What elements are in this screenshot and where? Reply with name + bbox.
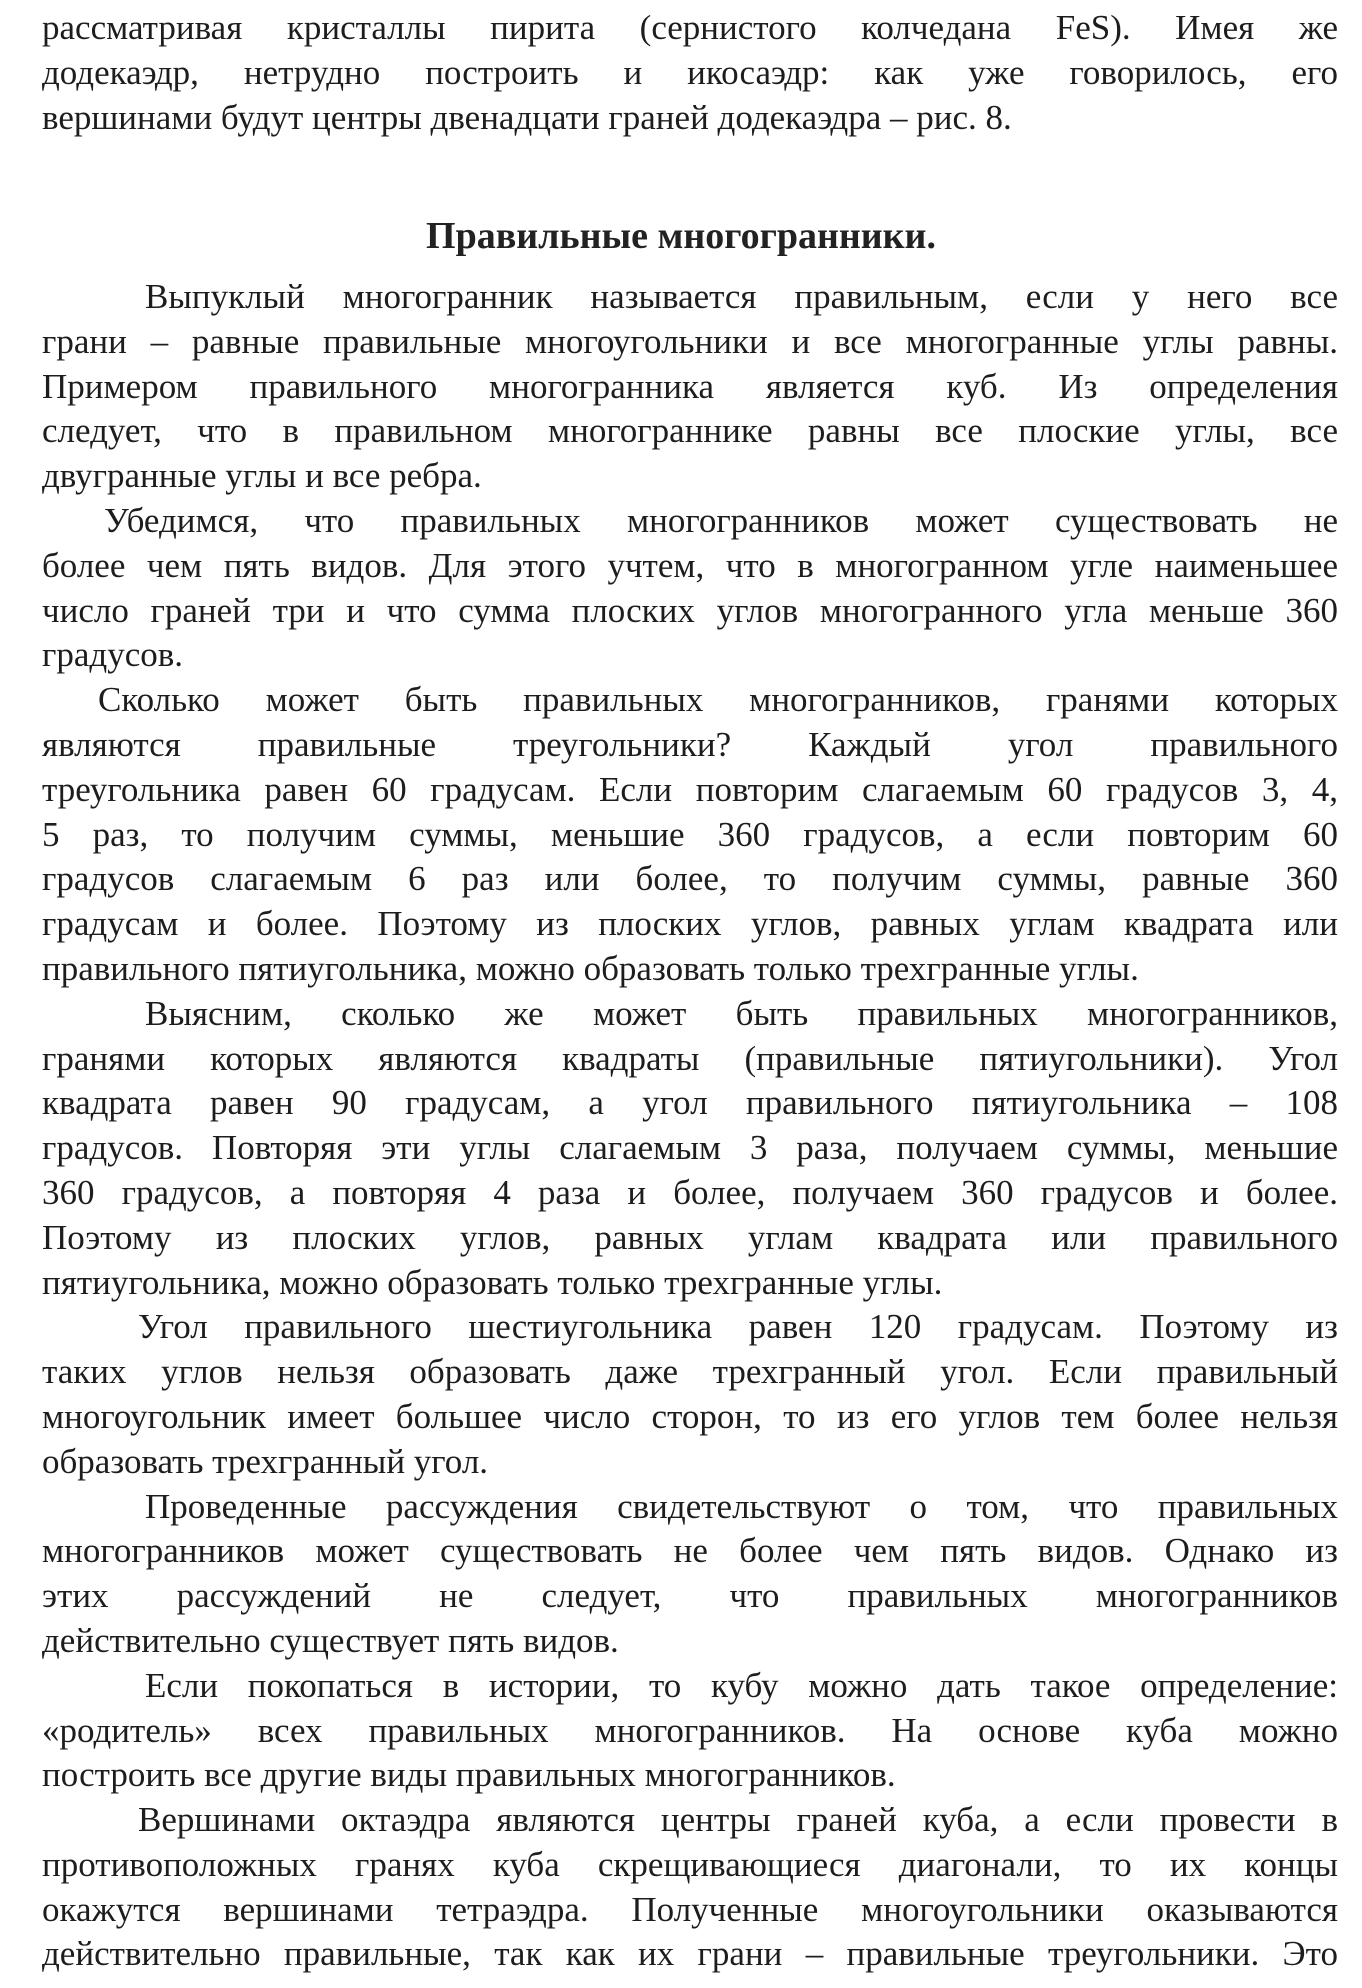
text-line: правильного пятиугольника, можно образовать только трехгранные углы. bbox=[42, 948, 1139, 988]
text-line: являются правильные треугольники? Каждый угол правильного bbox=[42, 724, 1338, 764]
text-line: градусов. bbox=[42, 635, 184, 675]
text-line: Убедимся, что правильных многогранников может существовать не bbox=[104, 500, 1338, 540]
paragraph bbox=[42, 1485, 1338, 1664]
text-line: 5 раз, то получим суммы, меньшие 360 градусов, а если повторим 60 bbox=[42, 814, 1338, 854]
text-line: окажутся вершинами тетраэдра. Полученные многоугольники оказываются bbox=[42, 1889, 1338, 1929]
text-line: грани – равные правильные многоугольники и все многогранные углы равны. bbox=[42, 321, 1338, 361]
continued-paragraph bbox=[42, 6, 1338, 140]
text-line: многогранников может существовать не более чем пять видов. Однако из bbox=[42, 1531, 1338, 1571]
paragraph bbox=[42, 275, 1338, 499]
text-line: градусов слагаемым 6 раз или более, то получим суммы, равные 360 bbox=[42, 859, 1338, 899]
text-line: образовать трехгранный угол. bbox=[42, 1441, 489, 1481]
text-line: 360 градусов, а повторяя 4 раза и более, получаем 360 градусов и более. bbox=[42, 1172, 1338, 1212]
text-line: градусам и более. Поэтому из плоских углов, равных углам квадрата или bbox=[42, 904, 1338, 944]
text-line: вершинами будут центры двенадцати граней додекаэдра – рис. 8. bbox=[42, 97, 1012, 137]
paragraph bbox=[42, 499, 1338, 678]
paragraph bbox=[42, 1664, 1338, 1798]
text-line: этих рассуждений не следует, что правильных многогранников bbox=[42, 1576, 1338, 1616]
section-title: Правильные многогранники. bbox=[426, 215, 936, 258]
text-line: Выпуклый многогранник называется правильным, если у него все bbox=[145, 277, 1338, 316]
text-line: квадрата равен 90 градусам, а угол правильного пятиугольника – 108 bbox=[42, 1083, 1338, 1123]
text-line: гранями которых являются квадраты (правильные пятиугольники). Угол bbox=[42, 1038, 1338, 1078]
text-line: Сколько может быть правильных многогранников, гранями которых bbox=[98, 680, 1338, 720]
text-line: действительно правильные, так как их грани – правильные треугольники. Это bbox=[42, 1934, 1338, 1974]
text-line: следует, что в правильном многограннике равны все плоские углы, все bbox=[42, 411, 1338, 451]
paragraph bbox=[42, 678, 1338, 992]
text-line: пятиугольника, можно образовать только трехгранные углы. bbox=[42, 1262, 943, 1302]
text-line: «родитель» всех правильных многогранников. На основе куба можно bbox=[42, 1710, 1338, 1750]
text-line: число граней три и что сумма плоских углов многогранного угла меньше 360 bbox=[42, 590, 1338, 630]
text-line: градусов. Повторяя эти углы слагаемым 3 раза, получаем суммы, меньшие bbox=[42, 1128, 1338, 1168]
paragraph bbox=[42, 1305, 1338, 1484]
text-line: действительно существует пять видов. bbox=[42, 1620, 619, 1660]
text-line: более чем пять видов. Для этого учтем, что в многогранном угле наименьшее bbox=[42, 545, 1338, 585]
paragraph bbox=[42, 6, 1338, 140]
text-line: многоугольник имеет большее число сторон, то из его углов тем более нельзя bbox=[42, 1396, 1338, 1436]
text-line: Примером правильного многогранника является куб. Из определения bbox=[42, 366, 1338, 406]
text-line: противоположных гранях куба скрещивающиеся диагонали, то их концы bbox=[42, 1844, 1338, 1884]
text-line: додекаэдр, нетрудно построить и икосаэдр: как уже говорилось, его bbox=[42, 52, 1338, 92]
text-line: Если покопаться в истории, то кубу можно дать такое определение: bbox=[145, 1665, 1338, 1705]
text-line: рассматривая кристаллы пирита (сернистого колчедана FeS). Имея же bbox=[42, 8, 1338, 47]
paragraph bbox=[42, 1798, 1338, 1977]
section-body bbox=[42, 275, 1338, 1977]
text-line: Проведенные рассуждения свидетельствуют о том, что правильных bbox=[145, 1486, 1338, 1526]
text-line: Угол правильного шестиугольника равен 120 градусам. Поэтому из bbox=[138, 1307, 1338, 1347]
text-line: двугранные углы и все ребра. bbox=[42, 456, 482, 496]
text-line: Выясним, сколько же может быть правильных многогранников, bbox=[145, 993, 1338, 1033]
text-line: Вершинами октаэдра являются центры граней куба, а если провести в bbox=[138, 1800, 1338, 1840]
text-line: Поэтому из плоских углов, равных углам квадрата или правильного bbox=[42, 1217, 1338, 1257]
text-line: треугольника равен 60 градусам. Если повторим слагаемым 60 градусов 3, 4, bbox=[42, 769, 1338, 809]
text-line: построить все другие виды правильных многогранников. bbox=[42, 1755, 896, 1795]
text-line: таких углов нельзя образовать даже трехгранный угол. Если правильный bbox=[42, 1352, 1338, 1392]
paragraph bbox=[42, 992, 1338, 1306]
